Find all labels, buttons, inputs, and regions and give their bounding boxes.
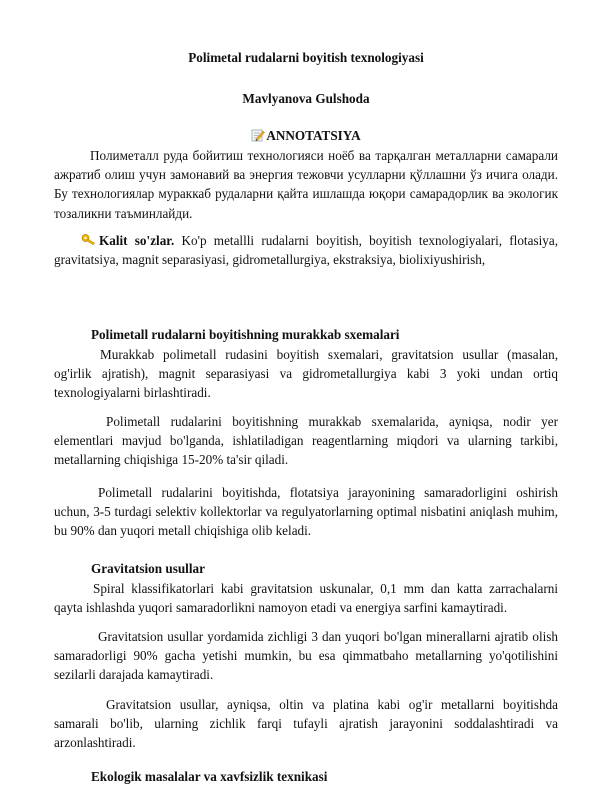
annotation-text: Полиметалл руда бойитиш технологияси ноёб ва тарқалган металларни самарали ажратиб олиш учун замонавий ва энергия тежовчи усулларни қўллашни ўз ичига олади. Бу технологиялар мураккаб рудаларни қайта ишлашда юқори самарадорлик ва экологик тозаликни таъминлайди. <box>54 148 558 221</box>
paper-title: Polimetal rudalarni boyitish texnologiyasi <box>188 50 424 65</box>
section-paragraph: Polimetall rudalarini boyitishda, flotatsiya jarayonining samaradorligini oshirish uchun, 3-5 turdagi selektiv kollektorlar va regulyatorlarning optimal nisbatini aniqlash muhim, bu 90% dan yuqori metall chiqishiga olib keladi. <box>54 485 558 539</box>
keywords-paragraph <box>54 231 558 269</box>
author-name: Mavlyanova Gulshoda <box>242 91 370 106</box>
key-icon <box>81 233 97 247</box>
annotation-heading-row <box>0 128 612 144</box>
section-paragraph: Murakkab polimetall rudasini boyitish sxemalari, gravitatsion usullar (masalan, og'irlik ajratish), magnit separasiyasi va gidrometallurgiya kabi 3 yoki undan ortiq texnologiyalarni birlashtiradi. <box>54 347 558 401</box>
section-heading: Polimetall rudalarni boyitishning murakkab sxemalari <box>91 327 400 342</box>
section-paragraph: Gravitatsion usullar, ayniqsa, oltin va platina kabi og'ir metallarni boyitishda samarali bo'lib, ularning zichlik farqi tufayli ajratish jarayonini soddalashtiradi va arzonlashtiradi. <box>54 697 558 751</box>
section-paragraph: Gravitatsion usullar yordamida zichligi 3 dan yuqori bo'lgan minerallarni ajratib olish samaradorligi 90% gacha yetishi mumkin, bu esa qimmatbaho metallarning yo'qotilishini sezilarli darajada kamaytiradi. <box>54 629 558 683</box>
annotation-heading: ANNOTATSIYA <box>266 128 361 143</box>
section-heading: Gravitatsion usullar <box>91 561 205 576</box>
memo-pencil-icon <box>251 128 265 142</box>
keywords-label: Kalit so'zlar. <box>99 233 175 248</box>
keywords-text: Ko'p metallli rudalarni boyitish, boyitish texnologiyalari, flotasiya, gravitatsiya, magnit separasiyasi, gidrometallurgiya, ekstraksiya, biolixiyushirish, <box>54 233 558 268</box>
section-paragraph: Polimetall rudalarini boyitishning murakkab sxemalarida, ayniqsa, nodir yer elementlari mavjud bo'lganda, ishlatiladigan reagentlarning miqdori va ularning tarkibi, metallarning chiqishiga 15-20% ta'sir qiladi. <box>54 414 558 468</box>
section-heading: Ekologik masalalar va xavfsizlik texnikasi <box>91 769 328 784</box>
section-paragraph: Spiral klassifikatorlari kabi gravitatsion uskunalar, 0,1 mm dan katta zarrachalarni qayta ishlashda yuqori samaradorlikni namoyon etadi va energiya sarfini kamaytiradi. <box>54 581 558 616</box>
